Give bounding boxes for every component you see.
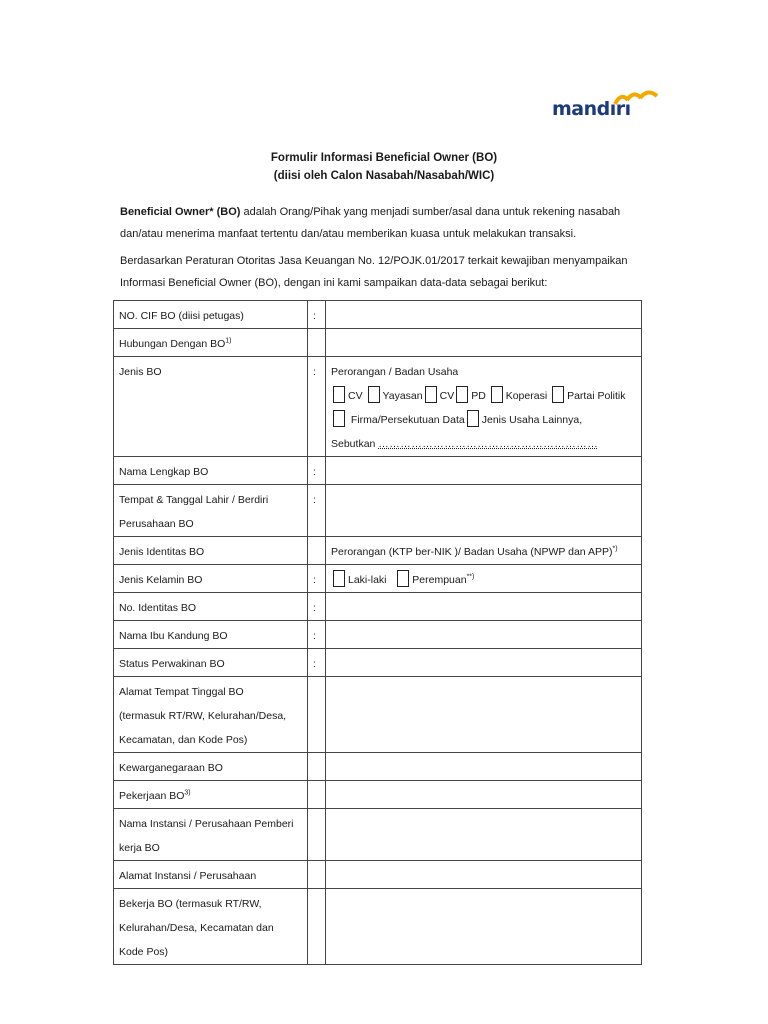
colon-empty xyxy=(308,677,326,753)
checkbox[interactable] xyxy=(368,386,380,403)
label-line: Nama Instansi / Perusahaan Pemberi xyxy=(119,818,294,830)
label-line: kerja BO xyxy=(119,842,160,854)
sebutkan-label: Sebutkan xyxy=(331,438,376,450)
field-label: Nama Lengkap BO xyxy=(114,457,308,485)
label-line: Bekerja BO (termasuk RT/RW, xyxy=(119,898,262,910)
table-row xyxy=(114,781,642,809)
colon-empty xyxy=(308,329,326,357)
footnote-ref: *) xyxy=(612,545,618,553)
checkbox[interactable] xyxy=(425,386,437,403)
checkbox-female[interactable] xyxy=(397,570,409,587)
option-label: CV xyxy=(439,390,455,402)
table-row xyxy=(114,861,642,889)
field-label: Kewarganegaraan BO xyxy=(114,753,308,781)
colon-empty xyxy=(308,861,326,889)
table-row xyxy=(114,621,642,649)
home-address-input[interactable] xyxy=(326,677,642,753)
colon-empty xyxy=(308,753,326,781)
field-label: Jenis BO xyxy=(114,357,308,457)
table-row xyxy=(114,809,642,861)
table-row xyxy=(114,889,642,965)
mother-name-input[interactable] xyxy=(326,621,642,649)
field-label: Nama Ibu Kandung BO xyxy=(114,621,308,649)
gender-cell xyxy=(326,565,642,593)
checkbox-male[interactable] xyxy=(333,570,345,587)
label-line: Alamat Tempat Tinggal BO xyxy=(119,686,244,698)
option-label: Firma/Persekutuan Data xyxy=(350,414,465,426)
option-label: Partai Politik xyxy=(567,390,626,402)
table-row xyxy=(114,329,642,357)
footnote-ref: **) xyxy=(466,573,475,581)
colon-empty xyxy=(308,781,326,809)
colon-empty xyxy=(308,537,326,565)
marital-status-input[interactable] xyxy=(326,649,642,677)
checkbox[interactable] xyxy=(333,386,345,403)
intro-paragraph xyxy=(120,201,640,245)
table-row xyxy=(114,753,642,781)
bo-type-options-row2 xyxy=(331,408,637,432)
relationship-input[interactable] xyxy=(326,329,642,357)
table-row xyxy=(114,357,642,457)
colon: : xyxy=(308,485,326,537)
label-text: Hubungan Dengan BO xyxy=(119,338,226,350)
field-label xyxy=(114,329,308,357)
option-label: CV xyxy=(348,390,363,402)
colon: : xyxy=(308,457,326,485)
bo-type-heading: Perorangan / Badan Usaha xyxy=(331,366,459,378)
mandiri-logo xyxy=(552,88,664,128)
field-label: NO. CIF BO (diisi petugas) xyxy=(114,301,308,329)
option-label: Yayasan xyxy=(382,390,423,402)
table-row xyxy=(114,485,642,537)
checkbox[interactable] xyxy=(552,386,564,403)
table-row xyxy=(114,565,642,593)
field-label: Status Perwakinan BO xyxy=(114,649,308,677)
sebutkan-input[interactable]: …………………………………………………… xyxy=(378,438,599,450)
field-label xyxy=(114,677,308,753)
label-line: Kode Pos) xyxy=(119,946,169,958)
colon: : xyxy=(308,621,326,649)
colon: : xyxy=(308,565,326,593)
table-row xyxy=(114,457,642,485)
checkbox[interactable] xyxy=(333,410,345,427)
label-line: Kelurahan/Desa, Kecamatan dan xyxy=(119,922,274,934)
bo-type-other xyxy=(331,432,637,456)
option-label: Jenis Usaha Lainnya, xyxy=(481,414,583,426)
cif-input[interactable] xyxy=(326,301,642,329)
footnote-ref: 1) xyxy=(225,337,232,345)
occupation-input[interactable] xyxy=(326,781,642,809)
regulation-paragraph: Berdasarkan Peraturan Otoritas Jasa Keuangan No. 12/POJK.01/2017 terkait kewajiban menyampaikan Informasi Beneficial Owner (BO), dengan ini kami sampaikan data-data sebagai berikut: xyxy=(120,255,628,289)
field-label: Alamat Instansi / Perusahaan xyxy=(114,861,308,889)
bo-type-cell xyxy=(326,357,642,457)
label-line: Tempat & Tanggal Lahir / Berdiri xyxy=(119,494,269,506)
field-label xyxy=(114,781,308,809)
colon: : xyxy=(308,357,326,457)
id-type-text: Perorangan (KTP ber-NIK )/ Badan Usaha (NPWP dan APP) xyxy=(331,546,613,558)
intro-text: adalah Orang/Pihak yang menjadi sumber/asal dana untuk rekening nasabah dan/atau menerima manfaat tertentu dan/atau memberikan kuasa untuk melakukan transaksi. xyxy=(120,206,621,240)
table-row xyxy=(114,593,642,621)
option-label: Perempuan xyxy=(412,574,467,586)
colon-empty xyxy=(308,809,326,861)
bo-info-table xyxy=(113,300,642,965)
table-row xyxy=(114,537,642,565)
checkbox[interactable] xyxy=(491,386,503,403)
option-label: Laki-laki xyxy=(348,574,387,586)
field-label xyxy=(114,485,308,537)
full-name-input[interactable] xyxy=(326,457,642,485)
label-text: Pekerjaan BO xyxy=(119,790,185,802)
checkbox[interactable] xyxy=(467,410,479,427)
id-type-cell xyxy=(326,537,642,565)
option-label: PD xyxy=(471,390,486,402)
field-label xyxy=(114,889,308,965)
table-row xyxy=(114,677,642,753)
label-line: Perusahaan BO xyxy=(119,518,194,530)
employer-address-detail-input[interactable] xyxy=(326,889,642,965)
employer-address-input[interactable] xyxy=(326,861,642,889)
id-number-input[interactable] xyxy=(326,593,642,621)
field-label xyxy=(114,809,308,861)
checkbox[interactable] xyxy=(456,386,468,403)
colon: : xyxy=(308,593,326,621)
employer-name-input[interactable] xyxy=(326,809,642,861)
label-line: Kecamatan, dan Kode Pos) xyxy=(119,734,248,746)
field-label: Jenis Identitas BO xyxy=(114,537,308,565)
form-subtitle: (diisi oleh Calon Nasabah/Nasabah/WIC) xyxy=(273,170,495,182)
intro-bold-term: Beneficial Owner* (BO) xyxy=(120,206,241,218)
colon: : xyxy=(308,301,326,329)
logo-wordmark: mandırı xyxy=(552,98,631,120)
option-label: Koperasi xyxy=(505,390,548,402)
colon: : xyxy=(308,649,326,677)
table-row xyxy=(114,301,642,329)
form-title: Formulir Informasi Beneficial Owner (BO) xyxy=(270,152,498,164)
table-row xyxy=(114,649,642,677)
nationality-input[interactable] xyxy=(326,753,642,781)
birth-place-date-input[interactable] xyxy=(326,485,642,537)
logo-swoosh-icon xyxy=(612,88,662,110)
label-line: (termasuk RT/RW, Kelurahan/Desa, xyxy=(119,710,287,722)
field-label: No. Identitas BO xyxy=(114,593,308,621)
footnote-ref: 3) xyxy=(184,789,191,797)
colon-empty xyxy=(308,889,326,965)
bo-type-options-row1 xyxy=(331,384,637,408)
field-label: Jenis Kelamin BO xyxy=(114,565,308,593)
